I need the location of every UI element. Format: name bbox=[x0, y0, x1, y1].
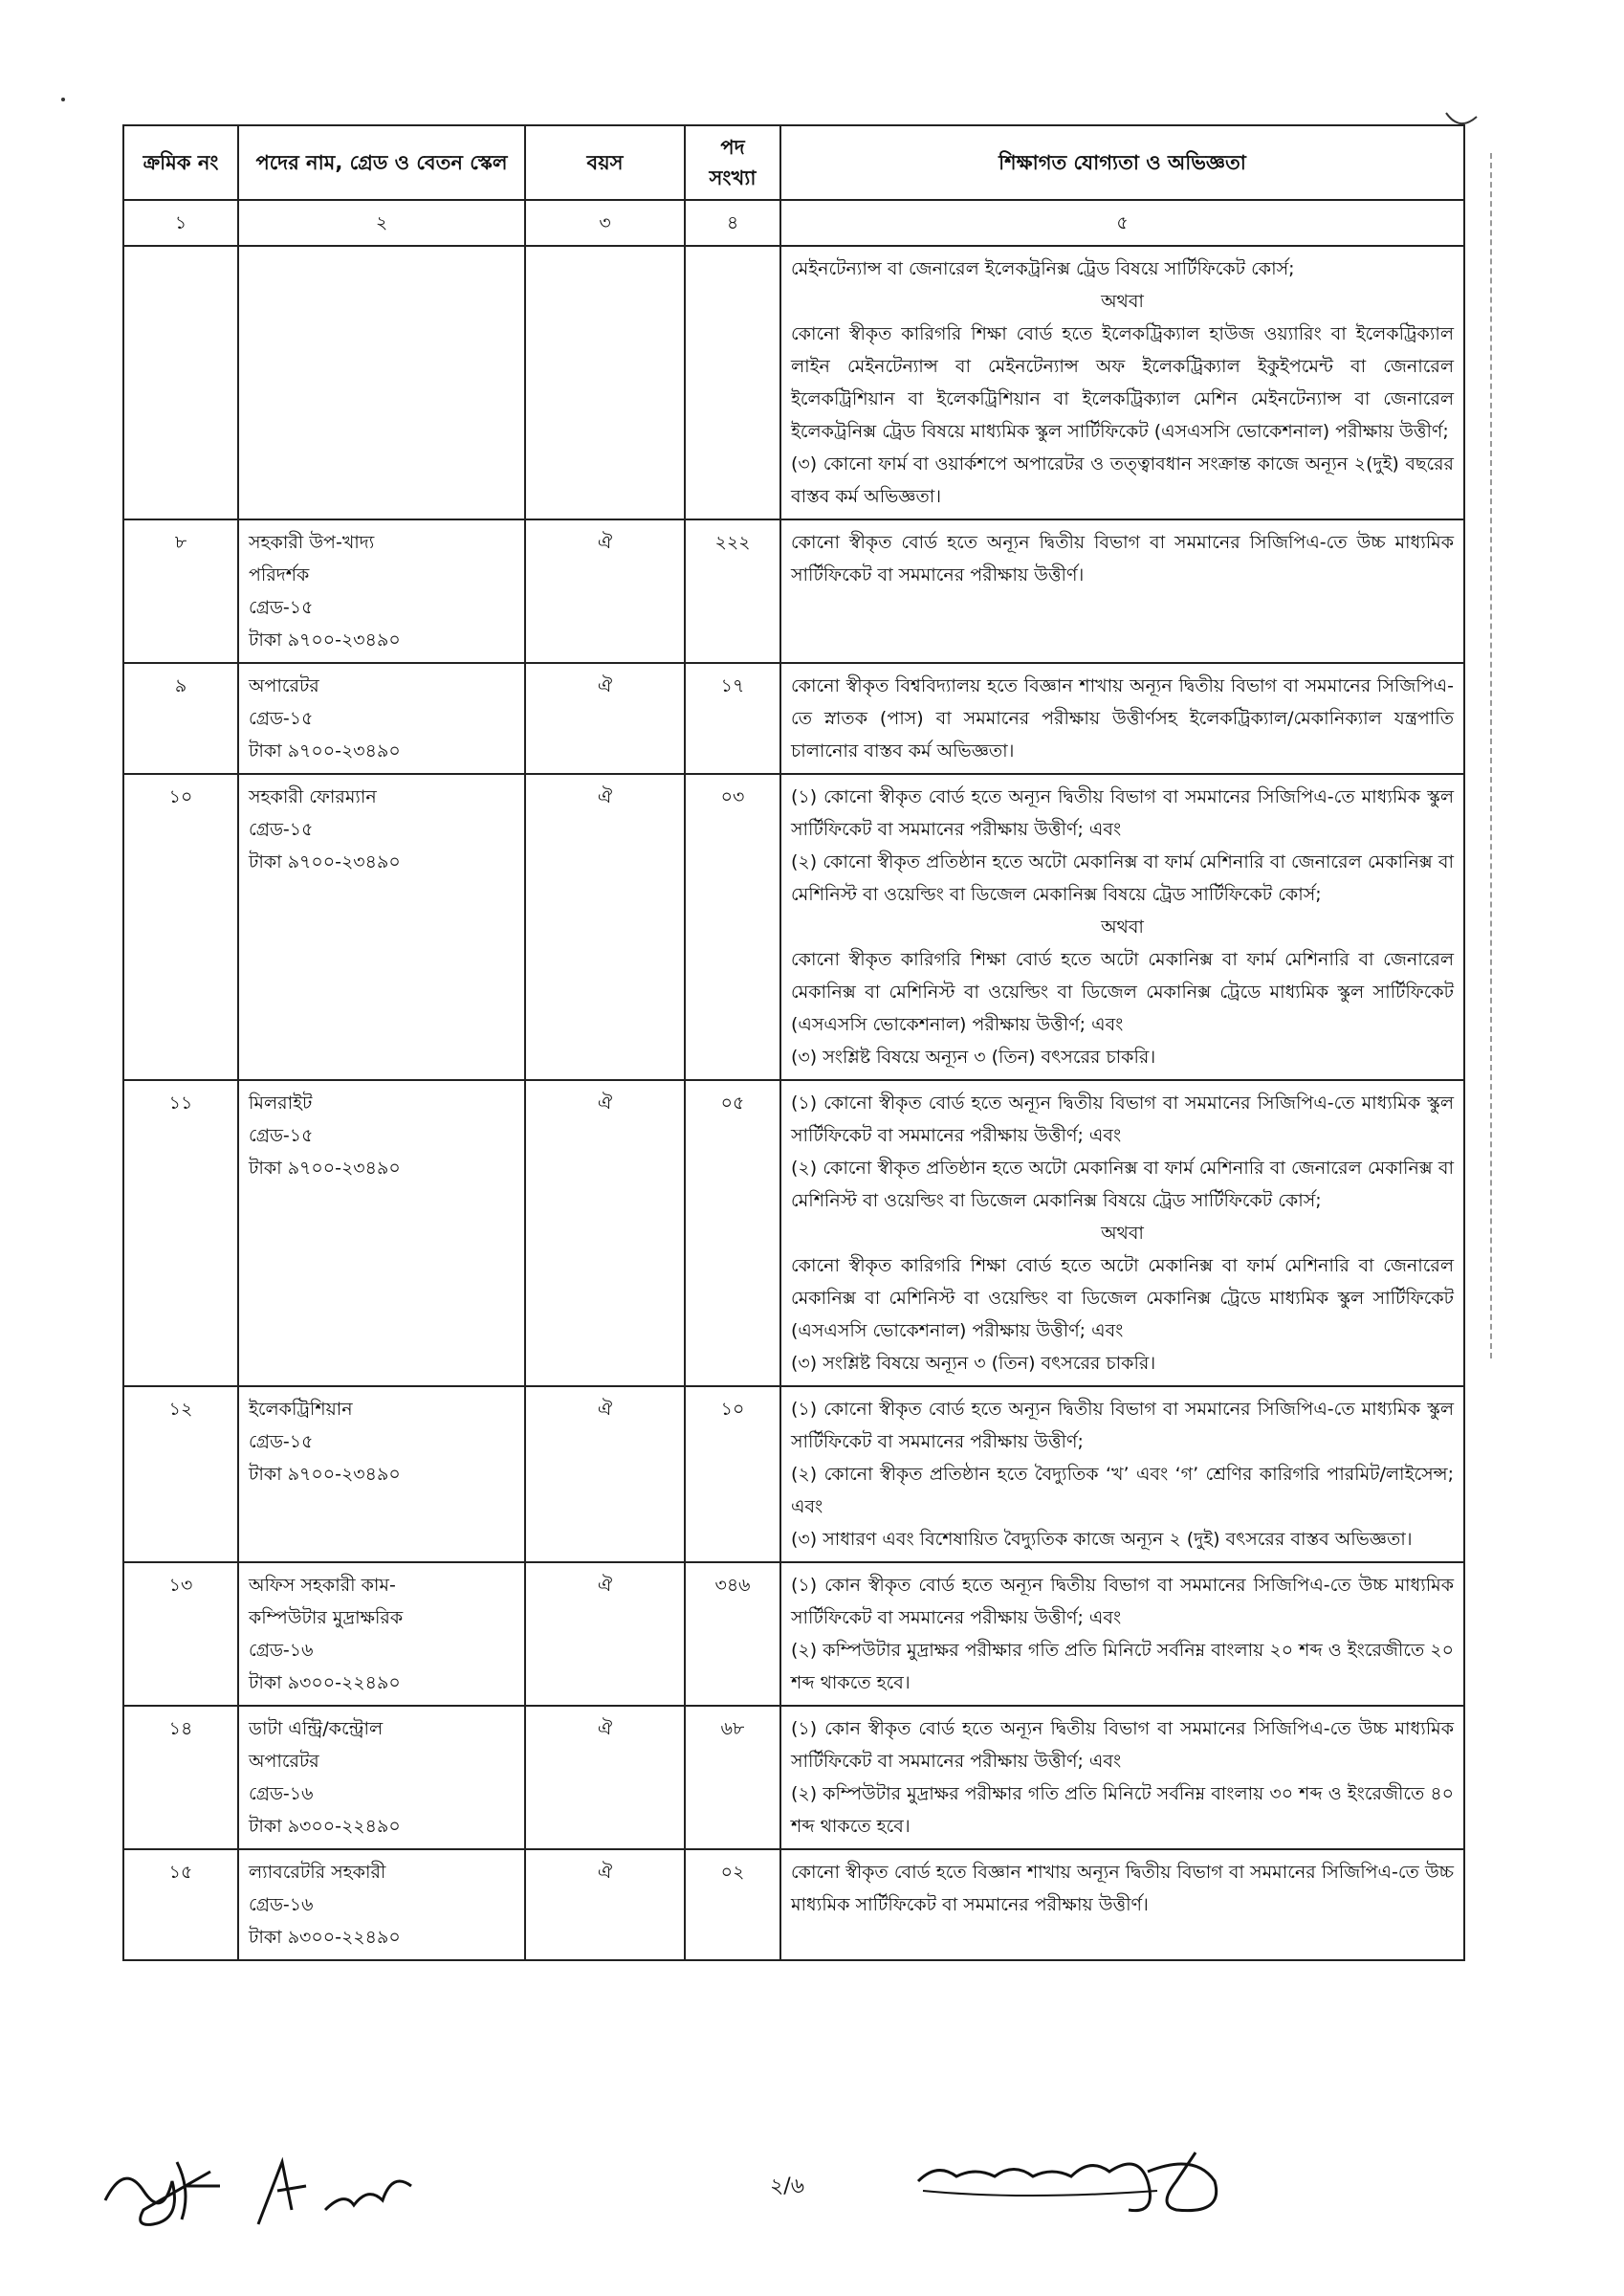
header-count: পদ সংখ্যা bbox=[685, 125, 780, 200]
table-row bbox=[123, 1849, 1464, 1960]
post-cell bbox=[238, 774, 525, 1080]
signature-left bbox=[86, 2133, 488, 2239]
age-cell: ঐ bbox=[525, 519, 685, 663]
post-cell bbox=[238, 246, 525, 519]
header-sn: ক্রমিক নং bbox=[123, 125, 238, 200]
header-age: বয়স bbox=[525, 125, 685, 200]
qualification-cell bbox=[780, 246, 1464, 519]
post-line: টাকা ৯৭০০-২৩৪৯০ bbox=[249, 1464, 401, 1485]
post-line: কম্পিউটার মুদ্রাক্ষরিক bbox=[249, 1607, 404, 1628]
post-line: গ্রেড-১৫ bbox=[249, 597, 314, 618]
header-qualification: শিক্ষাগত যোগ্যতা ও অভিজ্ঞতা bbox=[780, 125, 1464, 200]
qualification-paragraph: কোনো স্বীকৃত কারিগরি শিক্ষা বোর্ড হতে অটো মেকানিক্স বা ফার্ম মেশিনারি বা জেনারেল মেকানিক্স বা মেশিনিস্ট বা ওয়েল্ডিং বা ডিজেল মেকানিক্স ট্রেডে মাধ্যমিক স্কুল সার্টিফিকেট (এসএসসি ভোকেশনাল) পরীক্ষায় উত্তীর্ণ; এবং bbox=[791, 949, 1454, 1035]
post-cell bbox=[238, 1562, 525, 1706]
qualification-cell bbox=[780, 1562, 1464, 1706]
post-cell bbox=[238, 519, 525, 663]
age-cell: ঐ bbox=[525, 663, 685, 774]
qualification-paragraph: (১) কোনো স্বীকৃত বোর্ড হতে অন্যূন দ্বিতীয় বিভাগ বা সমমানের সিজিপিএ-তে মাধ্যমিক স্কুল সার্টিফিকেট বা সমমানের পরীক্ষায় উত্তীর্ণ; এবং bbox=[791, 1093, 1454, 1146]
post-line: টাকা ৯৭০০-২৩৪৯০ bbox=[249, 1158, 401, 1179]
post-line: গ্রেড-১৬ bbox=[249, 1783, 314, 1804]
table-row bbox=[123, 1080, 1464, 1386]
post-line: গ্রেড-১৫ bbox=[249, 1431, 314, 1452]
post-count-cell: ১৭ bbox=[685, 663, 780, 774]
column-number-row bbox=[123, 200, 1464, 246]
qualification-paragraph: (২) কোনো স্বীকৃত প্রতিষ্ঠান হতে বৈদ্যুতিক ‘খ’ এবং ‘গ’ শ্রেণির কারিগরি পারমিট/লাইসেন্স; এবং bbox=[791, 1464, 1454, 1517]
post-line: সহকারী ফোরম্যান bbox=[249, 786, 377, 807]
post-count-cell bbox=[685, 246, 780, 519]
header-post: পদের নাম, গ্রেড ও বেতন স্কেল bbox=[238, 125, 525, 200]
column-number: ৪ bbox=[685, 200, 780, 246]
qualification-cell bbox=[780, 1080, 1464, 1386]
age-cell: ঐ bbox=[525, 774, 685, 1080]
table-row bbox=[123, 1386, 1464, 1562]
post-line: অফিস সহকারী কাম- bbox=[249, 1575, 396, 1596]
column-number: ২ bbox=[238, 200, 525, 246]
qualification-paragraph: (২) কম্পিউটার মুদ্রাক্ষর পরীক্ষার গতি প্রতি মিনিটে সর্বনিম্ন বাংলায় ৩০ শব্দ ও ইংরেজীতে ৪০ শব্দ থাকতে হবে। bbox=[791, 1783, 1454, 1837]
qualification-paragraph: (৩) সংশ্লিষ্ট বিষয়ে অন্যূন ৩ (তিন) বৎসরের চাকরি। bbox=[791, 1047, 1156, 1068]
age-cell: ঐ bbox=[525, 1706, 685, 1849]
recruitment-table bbox=[122, 124, 1465, 1961]
qualification-paragraph: মেইনটেন্যান্স বা জেনারেল ইলেকট্রনিক্স ট্রেড বিষয়ে সার্টিফিকেট কোর্স; bbox=[791, 258, 1295, 279]
post-line: টাকা ৯৭০০-২৩৪৯০ bbox=[249, 740, 401, 762]
table-row bbox=[123, 519, 1464, 663]
post-line: টাকা ৯৩০০-২২৪৯০ bbox=[249, 1816, 401, 1837]
post-count-cell: ১০ bbox=[685, 1386, 780, 1562]
post-count-cell: ০২ bbox=[685, 1849, 780, 1960]
scan-margin-line bbox=[1490, 153, 1492, 1358]
post-line: টাকা ৯৩০০-২২৪৯০ bbox=[249, 1927, 401, 1948]
signature-right bbox=[909, 2124, 1253, 2229]
qualification-paragraph: (১) কোনো স্বীকৃত বোর্ড হতে অন্যূন দ্বিতীয় বিভাগ বা সমমানের সিজিপিএ-তে মাধ্যমিক স্কুল সার্টিফিকেট বা সমমানের পরীক্ষায় উত্তীর্ণ; এবং bbox=[791, 786, 1454, 840]
post-line: টাকা ৯৩০০-২২৪৯০ bbox=[249, 1672, 401, 1693]
post-line: গ্রেড-১৫ bbox=[249, 708, 314, 729]
scan-speck bbox=[61, 98, 65, 101]
qualification-paragraph: কোনো স্বীকৃত কারিগরি শিক্ষা বোর্ড হতে ইলেকট্রিক্যাল হাউজ ওয়্যারিং বা ইলেকট্রিক্যাল লাইন মেইনটেন্যান্স বা মেইনটেন্যান্স অফ ইলেকট্রিক্যাল ইকুইপমেন্ট বা জেনারেল ইলেকট্রিশিয়ান বা ইলেকট্রিশিয়ান বা ইলেকট্রিক্যাল মেশিন মেইনটেন্যান্স বা জেনারেল ইলেকট্রনিক্স ট্রেড বিষয়ে মাধ্যমিক স্কুল সার্টিফিকেট (এসএসসি ভোকেশনাল) পরীক্ষায় উত্তীর্ণ; bbox=[791, 323, 1454, 442]
column-number: ৫ bbox=[780, 200, 1464, 246]
serial-number-cell: ১৫ bbox=[123, 1849, 238, 1960]
qualification-paragraph: (১) কোনো স্বীকৃত বোর্ড হতে অন্যূন দ্বিতীয় বিভাগ বা সমমানের সিজিপিএ-তে মাধ্যমিক স্কুল সার্টিফিকেট বা সমমানের পরীক্ষায় উত্তীর্ণ; bbox=[791, 1399, 1454, 1452]
qualification-paragraph: কোনো স্বীকৃত কারিগরি শিক্ষা বোর্ড হতে অটো মেকানিক্স বা ফার্ম মেশিনারি বা জেনারেল মেকানিক্স বা মেশিনিস্ট বা ওয়েল্ডিং বা ডিজেল মেকানিক্স ট্রেডে মাধ্যমিক স্কুল সার্টিফিকেট (এসএসসি ভোকেশনাল) পরীক্ষায় উত্তীর্ণ; এবং bbox=[791, 1255, 1454, 1341]
header-row bbox=[123, 125, 1464, 200]
serial-number-cell: ১০ bbox=[123, 774, 238, 1080]
column-number: ৩ bbox=[525, 200, 685, 246]
post-count-cell: ৩৪৬ bbox=[685, 1562, 780, 1706]
post-count-cell: ০৩ bbox=[685, 774, 780, 1080]
or-separator: অথবা bbox=[1101, 916, 1144, 938]
post-cell bbox=[238, 663, 525, 774]
qualification-paragraph: (২) কোনো স্বীকৃত প্রতিষ্ঠান হতে অটো মেকানিক্স বা ফার্ম মেশিনারি বা জেনারেল মেকানিক্স বা মেশিনিস্ট বা ওয়েল্ডিং বা ডিজেল মেকানিক্স বিষয়ে ট্রেড সার্টিফিকেট কোর্স; bbox=[791, 1158, 1454, 1211]
age-cell: ঐ bbox=[525, 1386, 685, 1562]
post-line: মিলরাইট bbox=[249, 1093, 313, 1114]
serial-number-cell: ১৪ bbox=[123, 1706, 238, 1849]
post-count-cell: ০৫ bbox=[685, 1080, 780, 1386]
post-line: ইলেকট্রিশিয়ান bbox=[249, 1399, 353, 1420]
table-row bbox=[123, 246, 1464, 519]
table-row bbox=[123, 1562, 1464, 1706]
post-line: গ্রেড-১৫ bbox=[249, 819, 314, 840]
page-number: ২/৬ bbox=[770, 2175, 805, 2198]
qualification-cell bbox=[780, 1706, 1464, 1849]
qualification-paragraph: (৩) সাধারণ এবং বিশেষায়িত বৈদ্যুতিক কাজে অন্যূন ২ (দুই) বৎসরের বাস্তব অভিজ্ঞতা। bbox=[791, 1529, 1413, 1550]
table-row bbox=[123, 1706, 1464, 1849]
age-cell: ঐ bbox=[525, 1562, 685, 1706]
post-cell bbox=[238, 1080, 525, 1386]
post-line: গ্রেড-১৬ bbox=[249, 1894, 314, 1915]
qualification-paragraph: (২) কোনো স্বীকৃত প্রতিষ্ঠান হতে অটো মেকানিক্স বা ফার্ম মেশিনারি বা জেনারেল মেকানিক্স বা মেশিনিস্ট বা ওয়েল্ডিং বা ডিজেল মেকানিক্স বিষয়ে ট্রেড সার্টিফিকেট কোর্স; bbox=[791, 851, 1454, 905]
serial-number-cell: ১২ bbox=[123, 1386, 238, 1562]
serial-number-cell: ১৩ bbox=[123, 1562, 238, 1706]
qualification-cell bbox=[780, 1386, 1464, 1562]
qualification-paragraph: (৩) সংশ্লিষ্ট বিষয়ে অন্যূন ৩ (তিন) বৎসরের চাকরি। bbox=[791, 1353, 1156, 1374]
post-line: ডাটা এন্ট্রি/কন্ট্রোল bbox=[249, 1718, 384, 1739]
post-line: ল্যাবরেটরি সহকারী bbox=[249, 1862, 386, 1883]
qualification-paragraph: (১) কোন স্বীকৃত বোর্ড হতে অন্যূন দ্বিতীয় বিভাগ বা সমমানের সিজিপিএ-তে উচ্চ মাধ্যমিক সার্টিফিকেট বা সমমানের পরীক্ষায় উত্তীর্ণ; এবং bbox=[791, 1718, 1454, 1772]
column-number: ১ bbox=[123, 200, 238, 246]
serial-number-cell bbox=[123, 246, 238, 519]
post-line: গ্রেড-১৫ bbox=[249, 1125, 314, 1146]
post-cell bbox=[238, 1386, 525, 1562]
post-line: অপারেটর bbox=[249, 1751, 319, 1772]
qualification-cell bbox=[780, 519, 1464, 663]
or-separator: অথবা bbox=[1101, 1223, 1144, 1244]
post-line: সহকারী উপ-খাদ্য bbox=[249, 532, 375, 553]
table-row bbox=[123, 774, 1464, 1080]
qualification-paragraph: কোনো স্বীকৃত বোর্ড হতে অন্যূন দ্বিতীয় বিভাগ বা সমমানের সিজিপিএ-তে উচ্চ মাধ্যমিক সার্টিফিকেট বা সমমানের পরীক্ষায় উত্তীর্ণ। bbox=[791, 532, 1454, 585]
qualification-cell bbox=[780, 663, 1464, 774]
serial-number-cell: ১১ bbox=[123, 1080, 238, 1386]
post-cell bbox=[238, 1706, 525, 1849]
table-row bbox=[123, 663, 1464, 774]
post-line: অপারেটর bbox=[249, 675, 319, 696]
serial-number-cell: ৯ bbox=[123, 663, 238, 774]
age-cell: ঐ bbox=[525, 1849, 685, 1960]
post-line: পরিদর্শক bbox=[249, 564, 310, 585]
table-body bbox=[123, 246, 1464, 1960]
age-cell: ঐ bbox=[525, 1080, 685, 1386]
qualification-cell bbox=[780, 774, 1464, 1080]
age-cell bbox=[525, 246, 685, 519]
qualification-paragraph: (১) কোন স্বীকৃত বোর্ড হতে অন্যূন দ্বিতীয় বিভাগ বা সমমানের সিজিপিএ-তে উচ্চ মাধ্যমিক সার্টিফিকেট বা সমমানের পরীক্ষায় উত্তীর্ণ; এবং bbox=[791, 1575, 1454, 1628]
qualification-paragraph: (৩) কোনো ফার্ম বা ওয়ার্কশপে অপারেটর ও তত্ত্বাবধান সংক্রান্ত কাজে অন্যূন ২(দুই) বছরের বাস্তব কর্ম অভিজ্ঞতা। bbox=[791, 453, 1454, 507]
post-line: গ্রেড-১৬ bbox=[249, 1640, 314, 1661]
qualification-paragraph: কোনো স্বীকৃত বোর্ড হতে বিজ্ঞান শাখায় অন্যূন দ্বিতীয় বিভাগ বা সমমানের সিজিপিএ-তে উচ্চ মাধ্যমিক সার্টিফিকেট বা সমমানের পরীক্ষায় উত্তীর্ণ। bbox=[791, 1862, 1454, 1915]
or-separator: অথবা bbox=[1101, 291, 1144, 312]
qualification-cell bbox=[780, 1849, 1464, 1960]
qualification-paragraph: কোনো স্বীকৃত বিশ্ববিদ্যালয় হতে বিজ্ঞান শাখায় অন্যূন দ্বিতীয় বিভাগ বা সমমানের সিজিপিএ-তে স্নাতক (পাস) বা সমমানের পরীক্ষায় উত্তীর্ণসহ ইলেকট্রিক্যাল/মেকানিক্যাল যন্ত্রপাতি চালানোর বাস্তব কর্ম অভিজ্ঞতা। bbox=[791, 675, 1454, 762]
post-count-cell: ৬৮ bbox=[685, 1706, 780, 1849]
post-cell bbox=[238, 1849, 525, 1960]
serial-number-cell: ৮ bbox=[123, 519, 238, 663]
post-line: টাকা ৯৭০০-২৩৪৯০ bbox=[249, 629, 401, 651]
qualification-paragraph: (২) কম্পিউটার মুদ্রাক্ষর পরীক্ষার গতি প্রতি মিনিটে সর্বনিম্ন বাংলায় ২০ শব্দ ও ইংরেজীতে ২০ শব্দ থাকতে হবে। bbox=[791, 1640, 1454, 1693]
post-line: টাকা ৯৭০০-২৩৪৯০ bbox=[249, 851, 401, 872]
post-count-cell: ২২২ bbox=[685, 519, 780, 663]
